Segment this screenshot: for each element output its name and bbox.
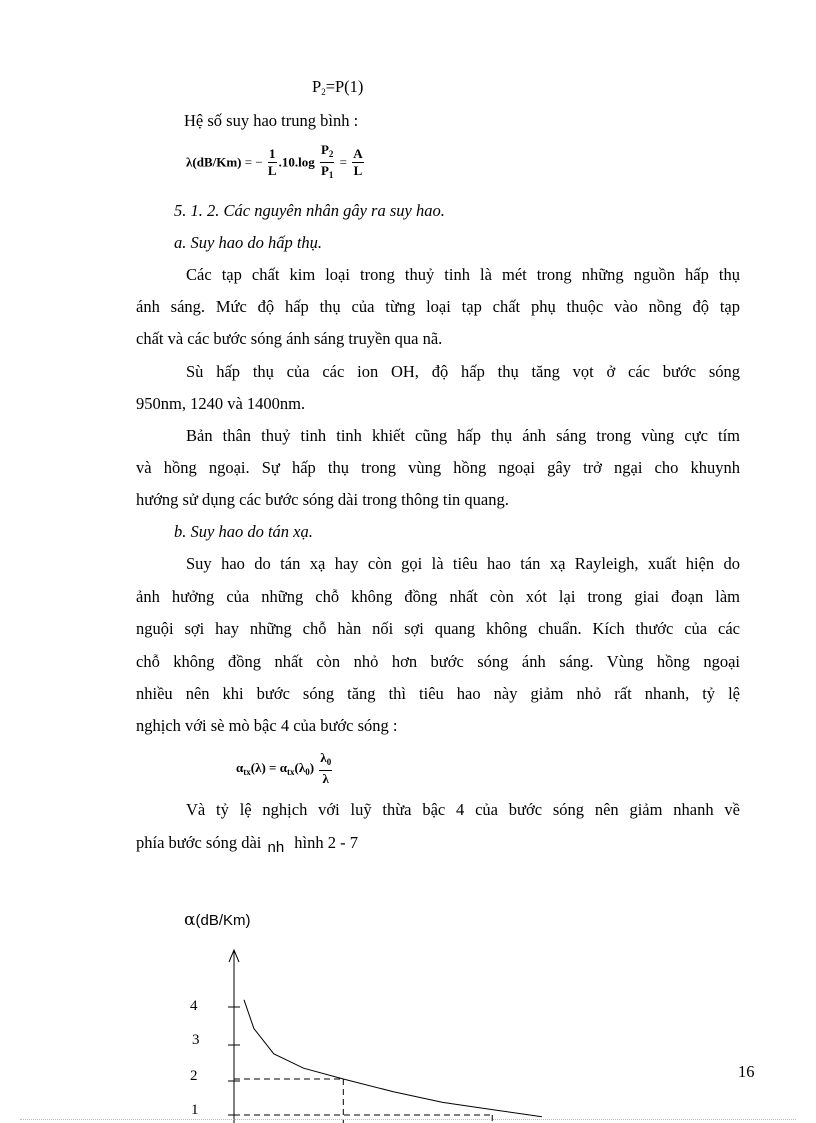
formula1-f3-denominator: L [353,163,363,178]
formula1-f3-numerator: A [353,146,363,161]
formula1-f2-num-sub: 2 [328,149,334,159]
paragraph-3-line-3: hướng sử dụng các bước sóng dài trong thông tin quang. [136,490,509,509]
y-tick-1: 1 [191,1102,199,1118]
y-tick-3: 3 [192,1032,200,1048]
formula2-fraction [319,750,332,787]
paragraph-2-line-2: 950nm, 1240 và 1400nm. [136,394,306,413]
formula2-lhs-arg: (λ) = α [250,760,287,775]
formula1-f2-numerator [320,142,334,163]
rayleigh-formula [236,750,334,787]
formula2-rhs-arg-sub: 0 [305,767,310,777]
attenuation-formula [186,142,366,183]
formula1-equals: = [339,154,348,170]
paragraph-4-line-3: nguội sợi hay những chỗ hàn nối sợi quang không chuẩn. Kích thước của các [136,619,740,638]
formula1-f1-denominator: L [267,163,277,178]
formula2-num-sub: 0 [326,757,332,767]
formula1-lhs: λ(dB/Km) [186,154,242,170]
paragraph-3-line-1: Bản thân thuỷ tinh tinh khiết cũng hấp thụ ánh sáng trong vùng cực tím [186,426,740,445]
paragraph-4-line-6: nghịch với sè mò bậc 4 của bước sóng : [136,716,398,735]
formula1-fraction-1-over-l [268,146,277,179]
p2-symbol: P [312,77,322,96]
paragraph-4-line-4: chỗ không đồng nhất còn nhỏ hơn bước sóng ánh sáng. Vùng hồng ngoại [136,652,740,671]
formula1-f2-denominator [320,163,334,183]
p2-rest: =P(1) [325,77,364,96]
formula2-denominator: λ [322,771,329,786]
subsection-heading-a: a. Suy hao do hấp thụ. [174,233,323,252]
y-tick-4: 4 [190,998,198,1014]
average-attenuation-label: Hệ số suy hao trung bình : [184,111,359,130]
paragraph-5-line-2 [136,833,358,856]
alpha-symbol: α [184,910,196,930]
formula2-lhs [236,760,314,775]
formula2-rhs-arg: (λ [294,760,306,775]
paragraph-5-text-a: phía bước sóng dài [136,833,262,852]
paragraph-2-line-1: Sù hấp thụ của các ion OH, độ hấp thụ tăng vọt ở các bước sóng [186,362,740,381]
paragraph-5-figure-ref: hình 2 - 7 [294,833,359,852]
formula2-numerator [319,750,332,771]
formula1-f2-den-sub: 1 [328,170,334,180]
formula2-alpha: α [236,760,244,775]
paragraph-5-text-nh: nh [267,839,285,856]
paragraph-4-line-5: nhiều nên khi bước sóng tăng thì tiêu hao này giảm nhỏ rất nhanh, tỷ lệ [136,684,740,703]
paragraph-1-line-3: chất và các bước sóng ánh sáng truyền qua nã. [136,329,443,348]
subsection-heading-b: b. Suy hao do tán xạ. [174,522,313,541]
formula1-log: .10.log [278,154,315,170]
paragraph-1-line-2: ánh sáng. Mức độ hấp thụ của từng loại tạp chất phụ thuộc vào nồng độ tạp [136,297,740,316]
paragraph-5-line-1: Và tỷ lệ nghịch với luỹ thừa bậc 4 của bước sóng nên giảm nhanh về [186,800,740,819]
formula1-fraction-a-over-l [352,146,363,179]
equation-p2 [312,77,363,97]
formula1-f2-num-symbol: P [320,142,329,157]
unit-label: (dB/Km) [195,912,251,929]
formula1-fraction-p2-over-p1 [320,142,334,183]
p2-subscript: 2 [321,87,326,97]
paragraph-1-line-1: Các tạp chất kim loại trong thuỷ tinh là mét trong những nguồn hấp thụ [186,265,740,284]
page-bottom-border [20,1119,796,1120]
paragraph-3-line-2: và hồng ngoại. Sự hấp thụ trong vùng hồng ngoại gây trở ngại cho khuynh [136,458,740,477]
formula2-rhs-sub: tx [286,767,295,777]
guide-lines [234,1079,492,1123]
formula2-rhs-close: ) [309,760,315,775]
formula2-num-lambda: λ [320,750,327,765]
formula1-f1-numerator: 1 [269,146,276,161]
paragraph-4-line-1: Suy hao do tán xạ hay còn gọi là tiêu hao tán xạ Rayleigh, xuất hiện do [186,554,740,573]
attenuation-curve [244,1000,542,1117]
page-number: 16 [738,1062,755,1081]
y-tick-2: 2 [190,1068,198,1084]
formula1-f2-den-symbol: P [320,163,329,178]
formula1-equals-minus: = − [244,154,263,170]
formula2-lhs-sub: tx [243,767,251,777]
paragraph-4-line-2: ảnh hưởng của những chỗ không đồng nhất còn xót lại trong giai đoạn làm [136,587,740,606]
section-heading-5-1-2: 5. 1. 2. Các nguyên nhân gây ra suy hao. [174,201,445,220]
attenuation-chart [160,900,580,1123]
